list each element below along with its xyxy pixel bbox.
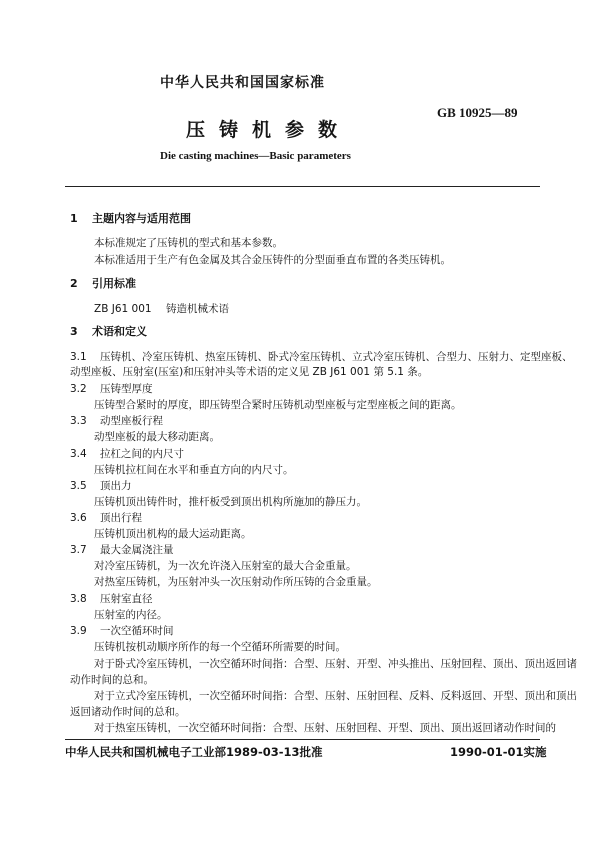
term-3-9-body-3a: 对于立式冷室压铸机，一次空循环时间指：合型、压射、压射回程、反料、反料返回、开型、顶出和顶出 — [94, 690, 577, 702]
term-3-3-body: 动型座板的最大移动距离。 — [94, 431, 220, 443]
term-3-9-body-4a: 对于热室压铸机，一次空循环时间指：合型、压射、压射回程、开型、顶出、顶出返回诸动作时间的 — [94, 722, 556, 734]
term-3-7-title: 最大金属浇注量 — [100, 544, 174, 556]
effective-date: 1990-01-01实施 — [450, 745, 547, 759]
reference-entry — [94, 301, 229, 316]
term-3-2-title: 压铸型厚度 — [100, 383, 153, 395]
section-1-title: 主题内容与适用范围 — [92, 212, 191, 225]
term-3-9-number: 3.9 — [70, 625, 87, 637]
term-3-5-heading — [70, 478, 132, 493]
term-3-7-body-1: 对冷室压铸机，为一次允许浇入压射室的最大合金重量。 — [94, 560, 357, 572]
term-3-1-text: 压铸机、冷室压铸机、热室压铸机、卧式冷室压铸机、立式冷室压铸机、合型力、压射力、定型座板、 — [100, 351, 573, 363]
term-3-1-line-2: 动型座板、压射室(压室)和压射冲头等术语的定义见 ZB J61 001 第 5.1 条。 — [70, 366, 429, 378]
document-title: 压铸机参数 — [186, 119, 352, 141]
document-subtitle: Die casting machines—Basic parameters — [160, 150, 351, 162]
standard-category-title: 中华人民共和国国家标准 — [160, 75, 325, 91]
term-3-2-body: 压铸型合紧时的厚度，即压铸型合紧时压铸机动型座板与定型座板之间的距离。 — [94, 399, 462, 411]
term-3-2-number: 3.2 — [70, 383, 87, 395]
term-3-9-body-3b: 返回诸动作时间的总和。 — [70, 706, 186, 718]
term-3-1-line-1 — [70, 349, 573, 364]
term-3-9-body-2b: 动作时间的总和。 — [70, 674, 154, 686]
section-1-heading — [70, 210, 191, 226]
standard-number: GB 10925—89 — [437, 105, 518, 120]
reference-code: ZB J61 001 — [94, 303, 152, 315]
term-3-4-number: 3.4 — [70, 448, 87, 460]
term-3-8-heading — [70, 591, 153, 606]
term-3-4-heading — [70, 446, 184, 461]
term-3-5-number: 3.5 — [70, 480, 87, 492]
section-2-heading — [70, 275, 136, 291]
term-3-7-heading — [70, 542, 174, 557]
top-divider — [65, 186, 540, 187]
term-3-8-title: 压射室直径 — [100, 593, 153, 605]
term-3-8-number: 3.8 — [70, 593, 87, 605]
term-3-3-heading — [70, 413, 163, 428]
term-3-4-title: 拉杠之间的内尺寸 — [100, 448, 184, 460]
section-3-title: 术语和定义 — [92, 325, 147, 338]
section-3-number: 3 — [70, 325, 78, 338]
term-3-8-body: 压射室的内径。 — [94, 609, 168, 621]
section-2-title: 引用标准 — [92, 277, 136, 290]
section-3-heading — [70, 323, 147, 339]
term-3-6-number: 3.6 — [70, 512, 87, 524]
term-3-5-body: 压铸机顶出铸件时，推杆板受到顶出机构所施加的静压力。 — [94, 496, 367, 508]
term-3-5-title: 顶出力 — [100, 480, 132, 492]
term-3-7-number: 3.7 — [70, 544, 87, 556]
term-3-6-heading — [70, 510, 142, 525]
section-2-number: 2 — [70, 277, 78, 290]
term-3-6-title: 顶出行程 — [100, 512, 142, 524]
section-1-paragraph-1: 本标准规定了压铸机的型式和基本参数。 — [94, 237, 283, 249]
term-3-3-title: 动型座板行程 — [100, 415, 163, 427]
term-3-6-body: 压铸机顶出机构的最大运动距离。 — [94, 528, 252, 540]
term-3-3-number: 3.3 — [70, 415, 87, 427]
section-1-number: 1 — [70, 212, 78, 225]
section-1-paragraph-2: 本标准适用于生产有色金属及其合金压铸件的分型面垂直布置的各类压铸机。 — [94, 254, 451, 266]
term-3-2-heading — [70, 381, 153, 396]
term-3-7-body-2: 对热室压铸机，为压射冲头一次压射动作所压铸的合金重量。 — [94, 576, 378, 588]
term-3-4-body: 压铸机拉杠间在水平和垂直方向的内尺寸。 — [94, 464, 294, 476]
term-3-1-number: 3.1 — [70, 351, 87, 363]
approval-statement: 中华人民共和国机械电子工业部1989-03-13批准 — [65, 745, 323, 759]
bottom-divider — [65, 739, 540, 740]
term-3-9-heading — [70, 623, 174, 638]
term-3-9-title: 一次空循环时间 — [100, 625, 174, 637]
reference-title: 铸造机械术语 — [166, 303, 229, 315]
term-3-9-body-2a: 对于卧式冷室压铸机，一次空循环时间指：合型、压射、开型、冲头推出、压射回程、顶出、顶出返回诸 — [94, 658, 577, 670]
term-3-9-body-1: 压铸机按机动顺序所作的每一个空循环所需要的时间。 — [94, 641, 346, 653]
